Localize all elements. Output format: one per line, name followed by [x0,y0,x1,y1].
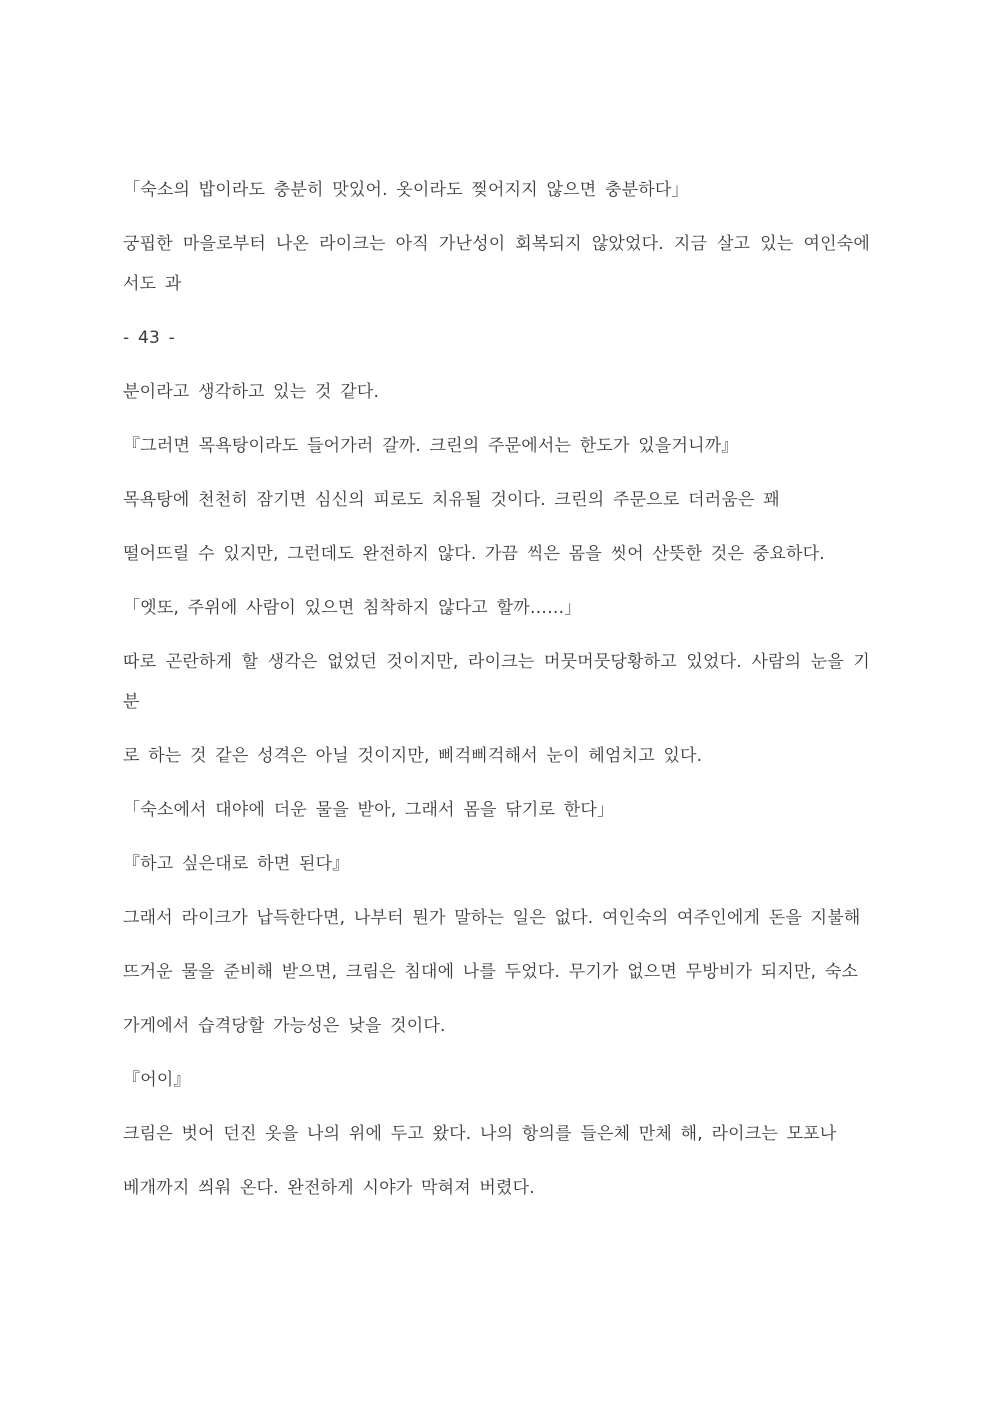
paragraph-narration: 로 하는 것 같은 성격은 아닐 것이지만, 삐걱삐걱해서 눈이 헤엄치고 있다. [123,746,703,766]
paragraph-narration: 뜨거운 물을 준비해 받으면, 크림은 침대에 나를 두었다. 무기가 없으면 무방비가 되지만, 숙소 [123,962,859,982]
paragraph-narration: 목욕탕에 천천히 잠기면 심신의 피로도 치유될 것이다. 크린의 주문으로 더러움은 꽤 [123,490,780,510]
paragraph-dialogue: 「엣또, 주위에 사람이 있으면 침착하지 않다고 할까……」 [123,598,582,618]
paragraph-narration: 베개까지 씌워 온다. 완전하게 시야가 막혀져 버렸다. [123,1178,535,1198]
paragraph-dialogue: 「숙소에서 대야에 더운 물을 받아, 그래서 몸을 닦기로 한다」 [123,800,615,820]
paragraph-dialogue: 『그러면 목욕탕이라도 들어가러 갈까. 크린의 주문에서는 한도가 있을거니까』 [123,436,739,456]
page-number: - 43 - [123,328,175,348]
document-body-text [123,170,870,1208]
paragraph-dialogue: 「숙소의 밥이라도 충분히 맛있어. 옷이라도 찢어지지 않으면 충분하다」 [123,180,689,200]
paragraph-dialogue: 『어이』 [123,1070,191,1090]
paragraph-narration: 크림은 벗어 던진 옷을 나의 위에 두고 왔다. 나의 항의를 들은체 만체 해, 라이크는 모포나 [123,1124,837,1144]
paragraph-narration: 떨어뜨릴 수 있지만, 그런데도 완전하지 않다. 가끔 씩은 몸을 씻어 산뜻한 것은 중요하다. [123,544,825,564]
paragraph-narration: 그래서 라이크가 납득한다면, 나부터 뭔가 말하는 일은 없다. 여인숙의 여주인에게 돈을 지불해 [123,908,861,928]
paragraph-narration: 가게에서 습격당할 가능성은 낮을 것이다. [123,1016,446,1036]
paragraph-dialogue: 『하고 싶은대로 하면 된다』 [123,854,350,874]
paragraph-narration: 궁핍한 마을로부터 나온 라이크는 아직 가난성이 회복되지 않았었다. 지금 살고 있는 여인숙에서도 과 [123,234,870,294]
paragraph-narration: 분이라고 생각하고 있는 것 같다. [123,382,380,402]
paragraph-narration: 따로 곤란하게 할 생각은 없었던 것이지만, 라이크는 머뭇머뭇당황하고 있었다. 사람의 눈을 기분 [123,652,870,712]
